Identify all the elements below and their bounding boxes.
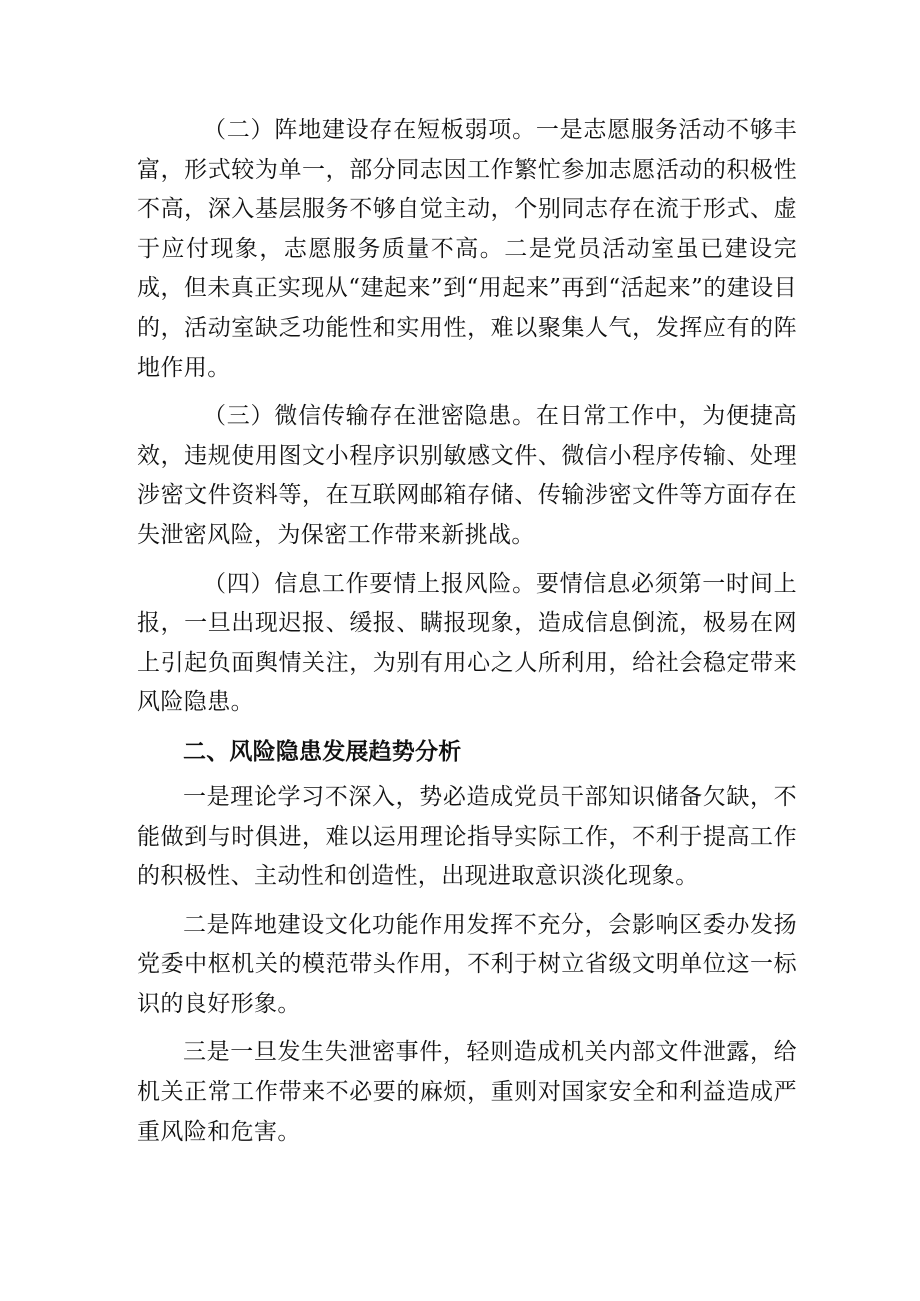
paragraph-lead: （三）微信传输存在泄密隐患。 — [203, 403, 536, 430]
paragraph-text: 二是阵地建设文化功能作用发挥不充分，会影响区委办发扬党委中枢机关的模范带头作用，不利于树立省级文明单位这一标识的良好形象。 — [137, 911, 797, 1017]
paragraph-trend-3 — [137, 1033, 797, 1152]
paragraph-text: 一是志愿服务活动不够丰富，形式较为单一，部分同志因工作繁忙参加志愿活动的积极性不高，深入基层服务不够自觉主动，个别同志存在流于形式、虚于应付现象，志愿服务质量不高。二是党员活动室虽已建设完成，但未真正实现从“建起来”到“用起来”再到“活起来”的建设目的，活动室缺乏功能性和实用性，难以聚集人气，发挥应有的阵地作用。 — [137, 117, 797, 381]
paragraph-trend-1 — [137, 778, 797, 897]
paragraph-text: 要情信息必须第一时间上报，一旦出现迟报、缓报、瞒报现象，造成信息倒流，极易在网上引起负面舆情关注，为别有用心之人所利用，给社会稳定带来风险隐患。 — [137, 570, 797, 716]
paragraph-lead: （二）阵地建设存在短板弱项。 — [203, 117, 536, 143]
paragraph-text: 三是一旦发生失泄密事件，轻则造成机关内部文件泄露，给机关正常工作带来不必要的麻烦，重则对国家安全和利益造成严重风险和危害。 — [137, 1039, 797, 1145]
paragraph-lead: （四）信息工作要情上报风险。 — [203, 570, 536, 597]
paragraph-text: 在日常工作中，为便捷高效，违规使用图文小程序识别敏感文件、微信小程序传输、处理涉密文件资料等，在互联网邮箱存储、传输涉密文件等方面存在失泄密风险，为保密工作带来新挑战。 — [137, 403, 797, 548]
paragraph-text: 一是理论学习不深入，势必造成党员干部知识储备欠缺，不能做到与时俱进，难以运用理论指导实际工作，不利于提高工作的积极性、主动性和创造性，出现进取意识淡化现象。 — [137, 783, 797, 890]
paragraph-trend-2 — [137, 906, 797, 1025]
document-body — [137, 111, 797, 1161]
paragraph-issue-4 — [137, 565, 797, 723]
paragraph-issue-2 — [137, 111, 797, 388]
section-heading: 二、风险隐患发展趋势分析 — [183, 738, 462, 765]
paragraph-issue-3 — [137, 397, 797, 555]
